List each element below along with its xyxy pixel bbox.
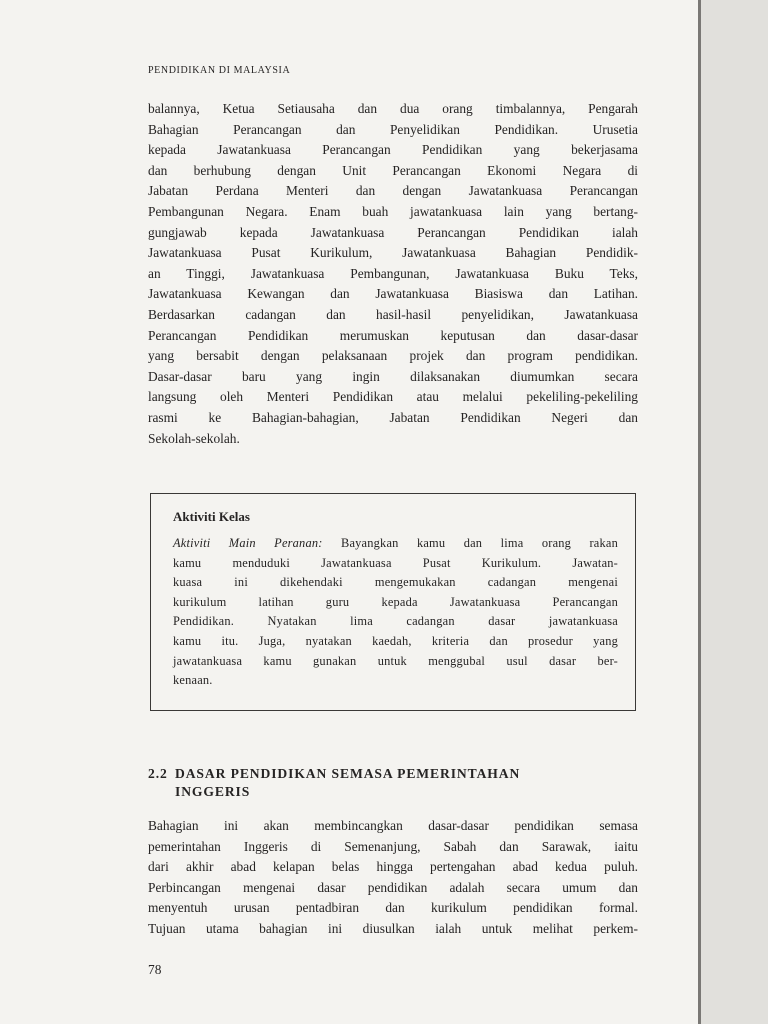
text-line: Bahagian ini akan membincangkan dasar-dasar pendidikan semasa	[148, 818, 638, 833]
body-paragraph-1	[148, 99, 638, 449]
activity-title: Aktiviti Kelas	[173, 509, 250, 524]
section-number: 2.2	[148, 766, 168, 781]
activity-line: kamu itu. Juga, nyatakan kaedah, kriteria dan prosedur yang	[173, 633, 618, 648]
section-title-line-1: DASAR PENDIDIKAN SEMASA PEMERINTAHAN	[175, 766, 521, 781]
activity-line: kamu menduduki Jawatankuasa Pusat Kurikulum. Jawatan-	[173, 555, 618, 570]
text-line: Perbincangan mengenai dasar pendidikan adalah secara umum dan	[148, 879, 638, 895]
page-number: 78	[148, 962, 162, 977]
text-line: dan berhubung dengan Unit Perancangan Ekonomi Negara di	[148, 162, 638, 178]
text-line: Jawatankuasa Kewangan dan Jawatankuasa Biasiswa dan Latihan.	[148, 286, 638, 302]
section-heading	[148, 765, 618, 801]
activity-line: kenaan.	[173, 673, 213, 688]
text-line: rasmi ke Bahagian-bahagian, Jabatan Pendidikan Negeri dan	[148, 409, 638, 425]
activity-line	[173, 534, 618, 554]
text-line: Jawatankuasa Pusat Kurikulum, Jawatankuasa Bahagian Pendidik-	[148, 245, 638, 261]
activity-body	[173, 534, 618, 691]
text-line: pemerintahan Inggeris di Semenanjung, Sabah dan Sarawak, iaitu	[148, 838, 638, 854]
text-line: Sekolah-sekolah.	[148, 430, 240, 446]
text-line: yang bersabit dengan pelaksanaan projek dan program pendidikan.	[148, 348, 638, 364]
activity-first-line-text: Bayangkan kamu dan lima orang rakan	[322, 536, 618, 550]
text-line: Bahagian Perancangan dan Penyelidikan Pendidikan. Urusetia	[148, 121, 638, 137]
text-line: Tujuan utama bahagian ini diusulkan ialah untuk melihat perkem-	[148, 920, 638, 936]
text-line: kepada Jawatankuasa Perancangan Pendidikan yang bekerjasama	[148, 142, 638, 158]
activity-line: Pendidikan. Nyatakan lima cadangan dasar jawatankuasa	[173, 614, 618, 629]
activity-box	[150, 493, 636, 711]
running-head: PENDIDIKAN DI MALAYSIA	[148, 65, 291, 76]
text-line: Berdasarkan cadangan dan hasil-hasil penyelidikan, Jawatankuasa	[148, 306, 638, 322]
text-line: an Tinggi, Jawatankuasa Pembangunan, Jawatankuasa Buku Teks,	[148, 265, 638, 281]
text-line: dari akhir abad kelapan belas hingga pertengahan abad kedua puluh.	[148, 859, 638, 875]
text-line: Jabatan Perdana Menteri dan dengan Jawatankuasa Perancangan	[148, 183, 638, 199]
activity-line: kuasa ini dikehendaki mengemukakan cadangan mengenai	[173, 575, 618, 590]
text-line: langsung oleh Menteri Pendidikan atau melalui pekeliling-pekeliling	[148, 389, 638, 405]
text-line: balannya, Ketua Setiausaha dan dua orang timbalannya, Pengarah	[148, 101, 638, 116]
background-margin	[701, 0, 768, 1024]
section-title-line-2: INGGERIS	[175, 784, 251, 799]
text-line: menyentuh urusan pentadbiran dan kurikulum pendidikan formal.	[148, 900, 638, 916]
text-line: Dasar-dasar baru yang ingin dilaksanakan diumumkan secara	[148, 368, 638, 384]
text-line: Pembangunan Negara. Enam buah jawatankuasa lain yang bertang-	[148, 203, 638, 219]
activity-line: jawatankuasa kamu gunakan untuk menggubal usul dasar ber-	[173, 653, 618, 668]
text-line: gungjawab kepada Jawatankuasa Perancangan Pendidikan ialah	[148, 224, 638, 240]
text-line: Perancangan Pendidikan merumuskan keputusan dan dasar-dasar	[148, 327, 638, 343]
activity-lead: Aktiviti Main Peranan:	[173, 536, 323, 550]
activity-line: kurikulum latihan guru kepada Jawatankuasa Perancangan	[173, 594, 618, 609]
body-paragraph-2	[148, 816, 638, 940]
